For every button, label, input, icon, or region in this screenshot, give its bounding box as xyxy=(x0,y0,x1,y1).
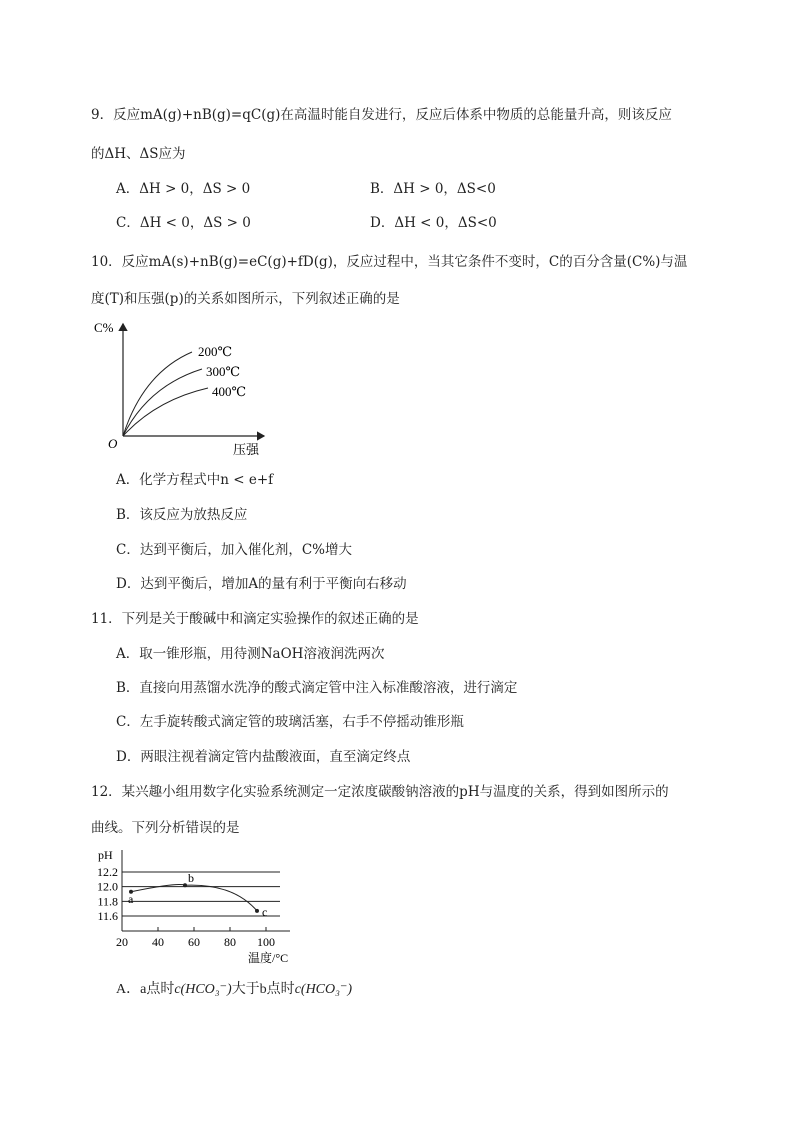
q12-x-tick-label: 100 xyxy=(257,935,275,949)
q12-point-b xyxy=(183,883,187,887)
q10-origin-label: O xyxy=(108,436,118,451)
q11-stem: 11．下列是关于酸碱中和滴定实验操作的叙述正确的是 xyxy=(91,611,419,627)
q10-curve-label-300: 300℃ xyxy=(206,364,241,379)
q12-y-tick-label: 12.0 xyxy=(97,879,118,894)
q12-ph-chart xyxy=(88,842,298,970)
q11-option-c: C．左手旋转酸式滴定管的玻璃活塞，右手不停摇动锥形瓶 xyxy=(116,714,464,730)
q11-option-a: A．取一锥形瓶，用待测NaOH溶液润洗两次 xyxy=(116,646,385,662)
q10-x-label: 压强 xyxy=(233,442,260,457)
q10-figure xyxy=(88,318,278,460)
q12-y-tick-label: 11.6 xyxy=(97,909,118,923)
q9-stem-line1: 9．反应mA(g)+nB(g)=qC(g)在高温时能自发进行，反应后体系中物质的总能量升高，则该反应 xyxy=(91,107,672,123)
q12-x-tick-label: 60 xyxy=(188,935,200,949)
q12-y-axis-label: pH xyxy=(98,848,113,862)
q12-point-label-a: a xyxy=(128,891,134,906)
q12-option-a-prefix: A．a点时 xyxy=(116,982,175,997)
q12-option-a-formula-1: c(HCO₃⁻) xyxy=(174,982,232,997)
q12-y-tick-label: 11.8 xyxy=(97,894,118,909)
q10-option-c: C．达到平衡后，加入催化剂，C%增大 xyxy=(116,542,352,558)
q12-x-axis-label: 温度/°C xyxy=(248,951,289,965)
q12-point-label-c: c xyxy=(262,904,268,919)
q12-stem-line2: 曲线。下列分析错误的是 xyxy=(91,820,240,836)
q9-option-a: A．ΔH > 0，ΔS > 0 xyxy=(116,181,251,197)
q10-curve-300 xyxy=(123,369,202,436)
q10-y-label: C% xyxy=(94,320,114,335)
q9-option-c: C．ΔH < 0，ΔS > 0 xyxy=(116,215,251,231)
q10-curve-label-400: 400℃ xyxy=(212,384,247,399)
q12-option-a xyxy=(116,981,352,999)
q12-y-tick-label: 12.2 xyxy=(97,865,118,879)
q10-curve-label-200: 200℃ xyxy=(198,344,233,359)
q9-stem-line2: 的ΔH、ΔS应为 xyxy=(91,146,186,162)
q11-option-b: B．直接向用蒸馏水洗净的酸式滴定管中注入标准酸溶液，进行滴定 xyxy=(116,680,518,696)
q9-option-b: B．ΔH > 0，ΔS<0 xyxy=(370,181,496,197)
q11-option-d: D．两眼注视着滴定管内盐酸液面，直至滴定终点 xyxy=(116,749,411,765)
q12-point-c xyxy=(255,909,259,913)
q12-x-tick-label: 40 xyxy=(152,935,164,949)
q10-option-d: D．达到平衡后，增加A的量有利于平衡向右移动 xyxy=(116,576,407,592)
q12-stem-line1: 12．某兴趣小组用数字化实验系统测定一定浓度碳酸钠溶液的pH与温度的关系，得到如图所示的 xyxy=(91,784,669,800)
q9-option-d: D．ΔH < 0，ΔS<0 xyxy=(370,215,497,231)
q12-ph-curve xyxy=(131,884,257,910)
q12-x-tick-label: 20 xyxy=(116,935,128,949)
q12-point-label-b: b xyxy=(188,871,194,886)
q12-option-a-formula-2: c(HCO₃⁻) xyxy=(294,982,353,997)
q12-x-tick-label: 80 xyxy=(224,935,236,949)
q10-stem-line1: 10．反应mA(s)+nB(g)=eC(g)+fD(g)，反应过程中，当其它条件不变时，C的百分含量(C%)与温 xyxy=(91,254,688,270)
q10-curve-200 xyxy=(123,352,192,436)
q12-option-a-mid: 大于b点时 xyxy=(231,982,295,997)
q10-curve-400 xyxy=(123,388,208,436)
q10-option-a: A．化学方程式中n < e+f xyxy=(116,472,274,488)
q10-stem-line2: 度(T)和压强(p)的关系如图所示，下列叙述正确的是 xyxy=(91,291,400,307)
q10-option-b: B．该反应为放热反应 xyxy=(116,507,248,523)
